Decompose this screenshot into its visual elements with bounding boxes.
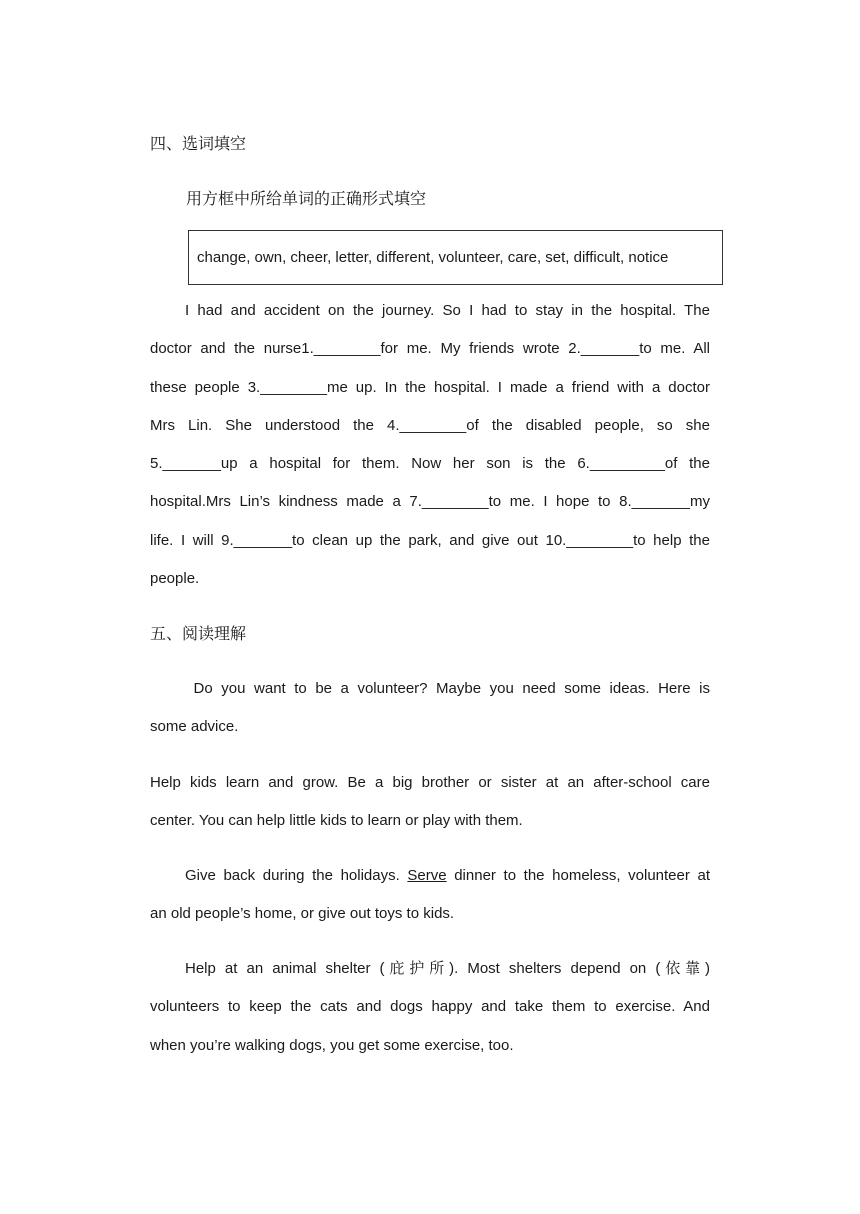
reading-line: center. You can help little kids to learn or play with them. <box>150 812 523 830</box>
reading-line: volunteers to keep the cats and dogs happy and take them to exercise. And <box>150 998 710 1016</box>
reading-line: when you’re walking dogs, you get some exercise, too. <box>150 1036 514 1054</box>
word-box <box>188 230 723 285</box>
cloze-line: people. <box>150 570 200 588</box>
cloze-line: doctor and the nurse1.________for me. My friends wrote 2._______to me. All <box>150 340 710 358</box>
reading-line <box>150 857 710 895</box>
word-box-text: change, own, cheer, letter, different, volunteer, care, set, difficult, notice <box>197 249 669 266</box>
underlined-word: Serve <box>407 867 447 884</box>
cloze-line: 5._______up a hospital for them. Now her son is the 6._________of the <box>150 455 710 473</box>
cloze-line: hospital.Mrs Lin’s kindness made a 7.________to me. I hope to 8._______my <box>150 493 710 511</box>
reading-intro <box>150 670 710 747</box>
reading-line: Do you want to be a volunteer? Maybe you need some ideas. Here is <box>185 680 710 697</box>
reading-line: an old people’s home, or give out toys to kids. <box>150 905 455 923</box>
section-five-heading: 五、阅读理解 <box>150 624 247 643</box>
reading-line: some advice. <box>150 718 239 736</box>
section-four-heading: 四、选词填空 <box>150 134 247 153</box>
reading-text: Give back during the holidays. <box>185 867 408 884</box>
section-four-instruction: 用方框中所给单词的正确形式填空 <box>186 189 427 208</box>
cloze-line: life. I will 9._______to clean up the park, and give out 10.________to help the <box>150 531 710 549</box>
reading-paragraph-1 <box>150 764 710 841</box>
cloze-line: Mrs Lin. She understood the 4.________of the disabled people, so she <box>150 416 710 434</box>
reading-paragraph-2 <box>150 857 710 934</box>
cloze-passage <box>150 292 710 598</box>
cloze-line: these people 3.________me up. In the hospital. I made a friend with a doctor <box>150 378 710 396</box>
reading-line: Help kids learn and grow. Be a big brother or sister at an after-school care <box>150 774 710 791</box>
reading-line: Help at an animal shelter (庇护所). Most shelters depend on (依靠) <box>185 960 710 977</box>
reading-text: dinner to the homeless, volunteer at <box>446 867 710 884</box>
cloze-line: I had and accident on the journey. So I had to stay in the hospital. The <box>185 302 710 319</box>
reading-paragraph-3 <box>150 950 710 1065</box>
